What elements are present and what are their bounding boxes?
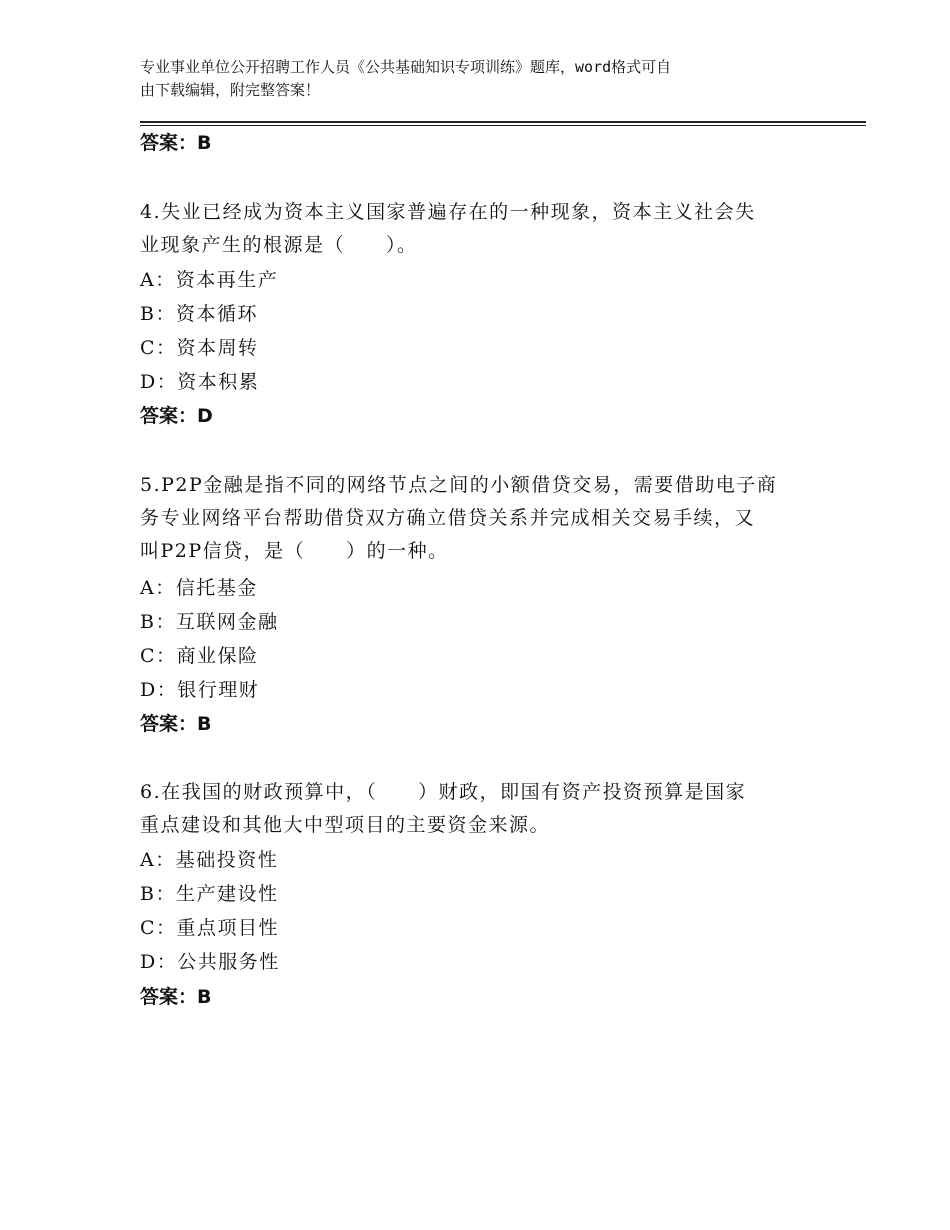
question-6-stem <box>140 776 800 842</box>
header-line-1: 专业事业单位公开招聘工作人员《公共基础知识专项训练》题库，word格式可自 <box>140 58 672 76</box>
question-6-option-c: C：重点项目性 <box>140 917 280 939</box>
header-rule-thick <box>140 121 866 123</box>
question-6-answer: 答案：B <box>140 986 212 1008</box>
question-4-stem <box>140 196 800 262</box>
question-4-option-a: A：资本再生产 <box>140 269 279 291</box>
question-5-stem-line-2: 务专业网络平台帮助借贷双方确立借贷关系并完成相关交易手续，又 <box>140 507 756 529</box>
header-line-2: 由下载编辑，附完整答案！ <box>140 81 321 99</box>
question-6-option-b: B：生产建设性 <box>140 883 279 905</box>
question-4-stem-line-2: 业现象产生的根源是（ ）。 <box>140 234 418 256</box>
question-4-option-b: B：资本循环 <box>140 303 258 325</box>
question-6-stem-line-2: 重点建设和其他大中型项目的主要资金来源。 <box>140 814 551 836</box>
header-rule-thin <box>140 125 866 126</box>
question-4-answer: 答案：D <box>140 405 213 427</box>
question-5-option-c: C：商业保险 <box>140 645 259 667</box>
question-5-answer: 答案：B <box>140 713 212 735</box>
question-6-option-d: D：公共服务性 <box>140 951 280 973</box>
question-4-stem-line-1: 4.失业已经成为资本主义国家普遍存在的一种现象，资本主义社会失 <box>140 201 756 223</box>
question-5-stem-line-3: 叫P2P信贷，是（ ）的一种。 <box>140 540 449 562</box>
question-4-option-c: C：资本周转 <box>140 337 259 359</box>
question-5-stem-line-1: 5.P2P金融是指不同的网络节点之间的小额借贷交易，需要借助电子商 <box>140 474 778 496</box>
question-4-option-d: D：资本积累 <box>140 371 260 393</box>
page-header <box>140 56 820 102</box>
question-6-stem-line-1: 6.在我国的财政预算中，（ ）财政，即国有资产投资预算是国家 <box>140 781 747 803</box>
question-5-stem <box>140 469 800 568</box>
question-5-option-b: B：互联网金融 <box>140 611 279 633</box>
question-5-option-a: A：信托基金 <box>140 577 258 599</box>
previous-answer: 答案：B <box>140 132 212 154</box>
question-6-option-a: A：基础投资性 <box>140 849 279 871</box>
question-5-option-d: D：银行理财 <box>140 679 260 701</box>
